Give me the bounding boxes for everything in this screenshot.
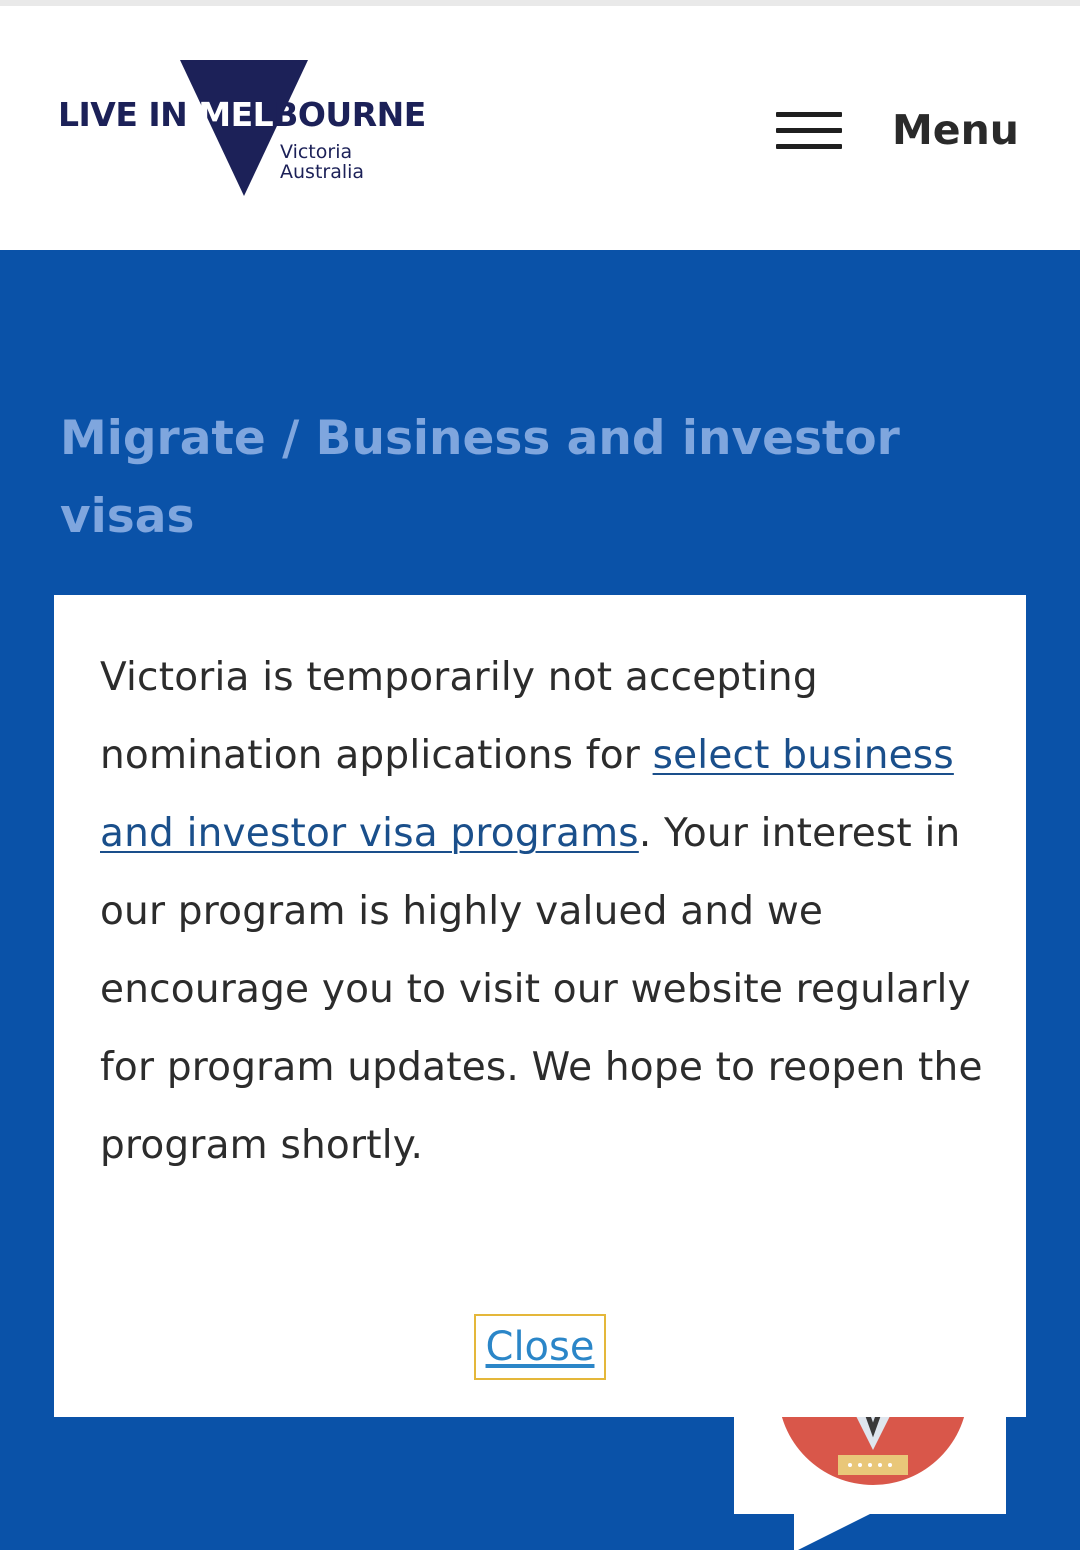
logo-sub-line-1: Victoria (280, 141, 353, 163)
notice-message (100, 639, 990, 1185)
hamburger-icon (776, 108, 842, 152)
notice-text-part-1: Victoria is temporarily not accepting nomination applications for (100, 655, 818, 778)
site-header (0, 0, 1080, 250)
logo-text-inside: MEL (198, 95, 274, 134)
notice-text-part-2: . Your interest in our program is highly valued and we encourage you to visit our website regularly for program updates. We hope to reopen the program shortly. (100, 811, 983, 1168)
notice-modal (54, 595, 1026, 1417)
logo-text-before: LIVE IN (58, 95, 199, 134)
logo-text-after: BOURNE (273, 95, 426, 134)
menu-label: Menu (892, 106, 1019, 154)
logo-wordmark (58, 95, 426, 134)
chat-bubble-tail (794, 1512, 874, 1552)
menu-button[interactable] (774, 98, 1024, 162)
breadcrumb[interactable]: Migrate / Business and investor visas (60, 411, 900, 544)
page-bottom-strip (0, 1550, 1080, 1562)
live-in-melbourne-logo[interactable] (58, 58, 448, 198)
close-button[interactable]: Close (474, 1314, 606, 1380)
logo-sub-line-2: Australia (280, 161, 365, 183)
logo-subtitle (280, 142, 364, 182)
visa-programs-link[interactable]: select business and investor visa programs (100, 733, 954, 856)
